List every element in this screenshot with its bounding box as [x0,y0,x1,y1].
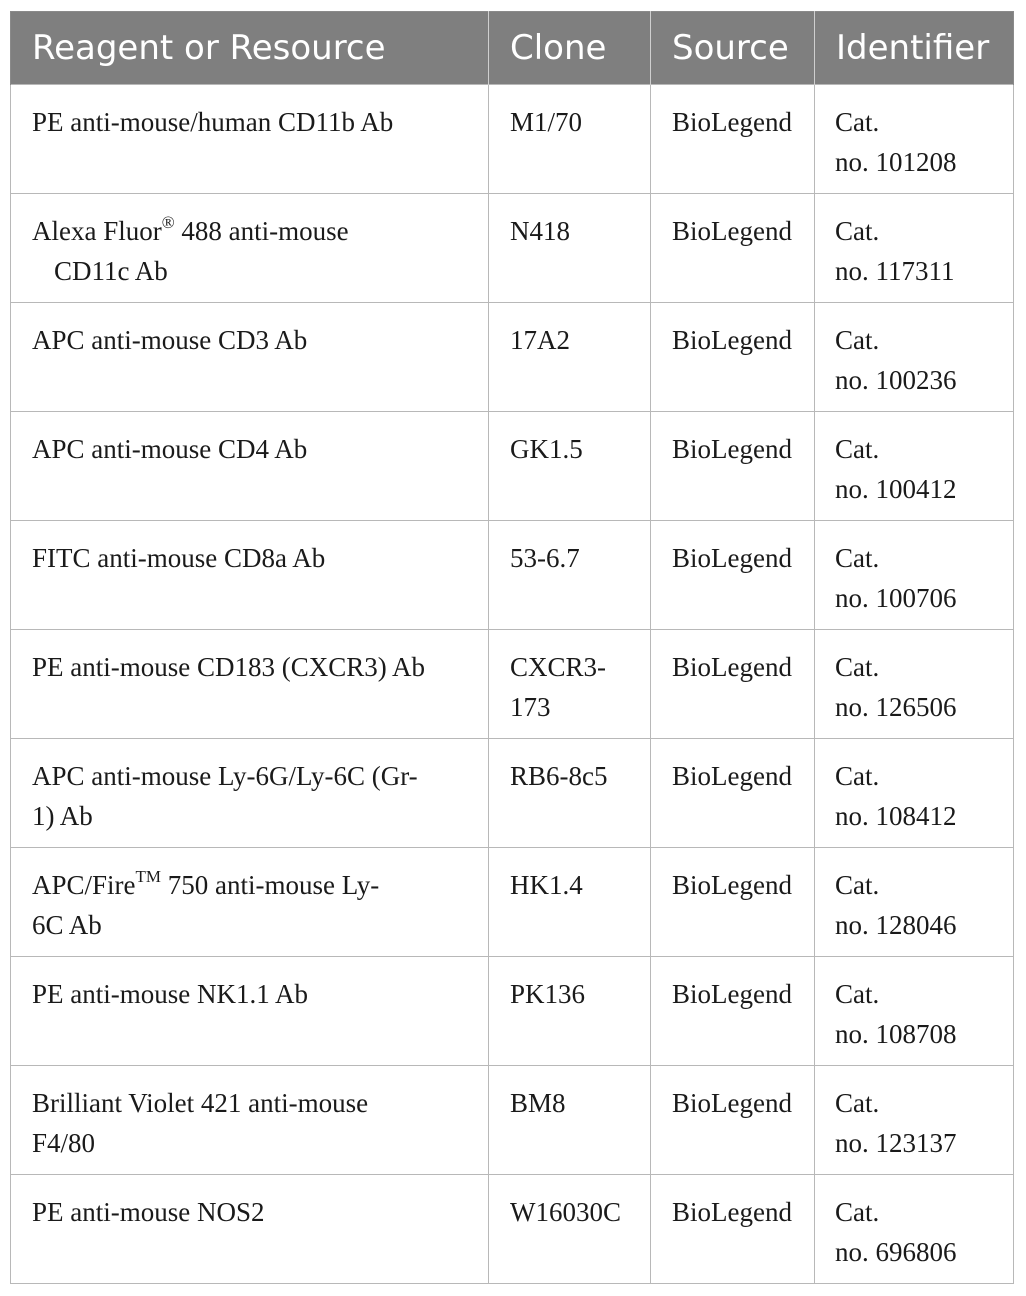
identifier-cat: Cat. [835,216,880,246]
reagent-text [32,865,478,905]
identifier-cat: Cat. [835,1088,880,1118]
reagent-text-post: 750 anti-mouse Ly- [161,870,380,900]
reagent-cell [11,1175,489,1284]
identifier-cell [815,630,1014,739]
table-body [11,85,1014,1284]
reagent-text: PE anti-mouse CD183 (CXCR3) Ab [32,652,426,682]
reagent-cell [11,412,489,521]
source-cell: BioLegend [651,1066,815,1175]
clone-cell [489,1066,651,1175]
clone-text: CXCR3- [510,652,607,682]
reagent-text: FITC anti-mouse CD8a Ab [32,543,326,573]
reagent-text-post: 488 anti-mouse [174,216,349,246]
identifier-cell [815,85,1014,194]
reagent-cell [11,1066,489,1175]
identifier-number: no. 108708 [835,1019,957,1049]
clone-cell [489,848,651,957]
table-row [11,1066,1014,1175]
table-row [11,194,1014,303]
clone-cell [489,957,651,1066]
reagent-text: APC anti-mouse CD4 Ab [32,434,308,464]
identifier-cat: Cat. [835,652,880,682]
reagent-text-pre: Alexa Fluor [32,216,162,246]
reagent-cell [11,303,489,412]
reagent-cell [11,521,489,630]
reagent-text: APC anti-mouse Ly-6G/Ly-6C (Gr- [32,761,418,791]
identifier-number: no. 101208 [835,147,957,177]
table-row [11,848,1014,957]
trademark-mark: TM [135,867,162,886]
reagent-cell [11,848,489,957]
identifier-cell [815,848,1014,957]
header-row [11,12,1014,85]
source-cell: BioLegend [651,521,815,630]
clone-cell [489,739,651,848]
registered-mark: ® [161,213,175,232]
clone-cell [489,412,651,521]
identifier-cell [815,1066,1014,1175]
identifier-cat: Cat. [835,870,880,900]
identifier-cell [815,194,1014,303]
reagent-cell [11,194,489,303]
clone-text: 17A2 [510,325,570,355]
table-row [11,957,1014,1066]
reagent-cell [11,630,489,739]
clone-cell [489,194,651,303]
clone-cell [489,521,651,630]
reagent-cell [11,957,489,1066]
source-cell: BioLegend [651,412,815,521]
source-cell: BioLegend [651,739,815,848]
reagent-cell [11,739,489,848]
identifier-cell [815,1175,1014,1284]
clone-text: 53-6.7 [510,543,580,573]
source-cell: BioLegend [651,848,815,957]
source-cell: BioLegend [651,85,815,194]
reagent-text: Brilliant Violet 421 anti-mouse [32,1088,369,1118]
clone-text: N418 [510,216,570,246]
identifier-number: no. 117311 [835,256,955,286]
reagent-text-pre: APC/Fire [32,870,136,900]
clone-text: M1/70 [510,107,583,137]
header-reagent: Reagent or Resource [11,12,489,85]
identifier-cat: Cat. [835,1197,880,1227]
header-clone: Clone [489,12,651,85]
identifier-cell [815,957,1014,1066]
identifier-number: no. 696806 [835,1237,957,1267]
clone-cell [489,1175,651,1284]
identifier-cat: Cat. [835,979,880,1009]
source-cell: BioLegend [651,194,815,303]
header-identifier: Identifier [815,12,1014,85]
clone-cell [489,303,651,412]
reagent-text: PE anti-mouse NOS2 [32,1197,265,1227]
reagent-text: PE anti-mouse/human CD11b Ab [32,107,394,137]
table-row [11,1175,1014,1284]
clone-text-continued: 173 [510,692,551,722]
identifier-cat: Cat. [835,543,880,573]
clone-cell [489,630,651,739]
clone-text: HK1.4 [510,870,583,900]
source-cell: BioLegend [651,957,815,1066]
identifier-cat: Cat. [835,761,880,791]
clone-text: W16030C [510,1197,621,1227]
reagent-text-continued: F4/80 [32,1128,96,1158]
reagent-text-continued: 6C Ab [32,910,102,940]
source-cell: BioLegend [651,303,815,412]
table-header [11,12,1014,85]
identifier-cell [815,412,1014,521]
identifier-number: no. 123137 [835,1128,957,1158]
identifier-cat: Cat. [835,107,880,137]
table-row [11,630,1014,739]
reagent-text [32,211,478,251]
table-row [11,412,1014,521]
reagent-text: PE anti-mouse NK1.1 Ab [32,979,308,1009]
clone-text: RB6-8c5 [510,761,608,791]
identifier-cat: Cat. [835,434,880,464]
identifier-cell [815,739,1014,848]
identifier-number: no. 100236 [835,365,957,395]
source-cell: BioLegend [651,1175,815,1284]
table-row [11,739,1014,848]
identifier-number: no. 126506 [835,692,957,722]
reagent-text-continued: CD11c Ab [54,256,168,286]
reagents-table [10,11,1014,1284]
reagents-table-container [10,11,1013,1284]
clone-text: BM8 [510,1088,566,1118]
table-row [11,521,1014,630]
table-row [11,85,1014,194]
table-row [11,303,1014,412]
reagent-cell [11,85,489,194]
identifier-number: no. 108412 [835,801,957,831]
reagent-text: APC anti-mouse CD3 Ab [32,325,308,355]
clone-cell [489,85,651,194]
reagent-text-continued: 1) Ab [32,801,93,831]
identifier-number: no. 100706 [835,583,957,613]
clone-text: PK136 [510,979,586,1009]
header-source: Source [651,12,815,85]
identifier-cell [815,303,1014,412]
identifier-cat: Cat. [835,325,880,355]
identifier-number: no. 100412 [835,474,957,504]
identifier-number: no. 128046 [835,910,957,940]
source-cell: BioLegend [651,630,815,739]
identifier-cell [815,521,1014,630]
clone-text: GK1.5 [510,434,583,464]
